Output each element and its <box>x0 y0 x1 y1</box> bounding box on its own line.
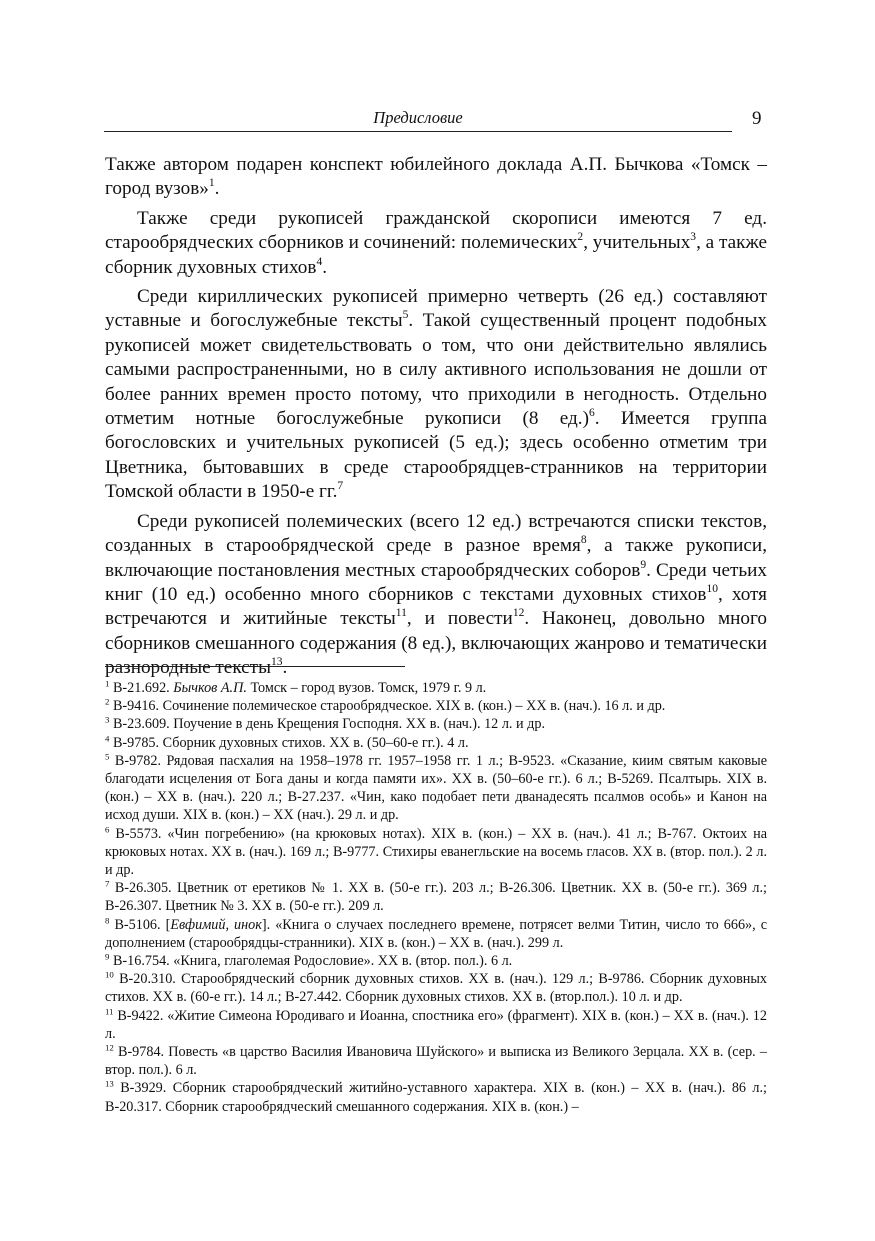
footnote-divider <box>105 666 405 667</box>
main-text <box>105 153 767 681</box>
footnotes <box>105 679 767 1116</box>
text-run: В-26.305. Цветник от еретиков № 1. XX в. (50-е гг.). 203 л.; В-26.306. Цветник. XX в. (50-е гг.). 369 л.; В-26.307. Цветник № 3. XX в. (50-е гг.). 209 л. <box>105 880 767 915</box>
text-run: . <box>214 178 220 200</box>
text-run: . Такой существенный процент подобных рукописей может свидетельствовать о том, что они действительно являлись самыми распространенными, но в силу активного использования не дошли от более ранних времен просто потому, что приходили в негодность. Отдельно отметим нотные богослужебные рукописи (8 ед.) <box>105 310 768 430</box>
footnote-ref[interactable]: 13 <box>270 656 283 669</box>
text-run: В-23.609. Поучение в день Крещения Господня. XX в. (нач.). 12 л. и др. <box>112 716 545 733</box>
text-run: Томск – город вузов. Томск, 1979 г. 9 л. <box>246 680 487 696</box>
text-run: . Наконец, довольно много сборников смешанного содержания (8 ед.), включающих жанрово и тематически разнородные тексты <box>105 608 767 679</box>
footnote <box>105 970 767 1006</box>
running-header <box>104 106 732 132</box>
text-run: Среди кириллических рукописей примерно четверть (26 ед.) составляют уставные и богослужебные тексты <box>105 286 767 332</box>
running-title: Предисловие <box>373 108 463 127</box>
text-run: Также автором подарен конспект юбилейного доклада А.П. Бычкова «Томск – город вузов» <box>105 154 767 200</box>
footnote <box>105 715 767 733</box>
footnote-ref[interactable]: 2 <box>577 231 584 244</box>
text-run: В-5573. «Чин погребению» (на крюковых нотах). XIX в. (кон.) – XX в. (нач.). 41 л.; В-767. Октоих на крюковых нотах. XX в. (нач.). 169 л.; В-9777. Стихиры еванегльские на восемь гласов. XX в. (втор. пол.). 2 л. и др. <box>105 825 768 879</box>
page-number: 9 <box>752 108 762 129</box>
footnote <box>105 734 767 752</box>
footnote-ref[interactable]: 1 <box>208 177 215 190</box>
footnote-number: 4 <box>105 733 110 744</box>
footnote-number: 11 <box>105 1006 114 1017</box>
footnote-number: 9 <box>105 951 110 962</box>
footnote <box>105 1043 767 1079</box>
footnote-ref[interactable]: 7 <box>337 480 344 493</box>
text-run: ]. «Книга о случаех последнего времене, потрясет велми Титин, число то 666», с дополнением (старообрядцы-странники). XIX в. (кон.) – XX в. (нач.). 299 л. <box>105 916 768 951</box>
italic-text: Бычков А.П. <box>173 680 247 696</box>
text-run: Также среди рукописей гражданской скорописи имеются 7 ед. старообрядческих сборников и сочинений: полемических <box>105 207 767 254</box>
footnote-number: 8 <box>105 915 110 926</box>
footnote-ref[interactable]: 12 <box>512 607 525 620</box>
text-run: . <box>282 657 288 679</box>
footnote-number: 10 <box>105 969 114 980</box>
text-run: В-16.754. «Книга, глаголемая Родословие». XX в. (втор. пол.). 6 л. <box>112 953 513 970</box>
footnote <box>105 697 767 715</box>
footnote-number: 6 <box>105 824 110 835</box>
text-run: В-20.310. Старообрядческий сборник духовных стихов. XX в. (нач.). 129 л.; В-9786. Сборник духовных стихов. XX в. (60-е гг.). 14 л.; В-27.442. Сборник духовных стихов. XX в. (втор.пол.). 10 л. и др. <box>105 971 768 1006</box>
footnote-number: 1 <box>105 678 110 689</box>
text-run: В-9782. Рядовая пасхалия на 1958–1978 гг. 1957–1958 гг. 1 л.; В-9523. «Сказание, киим святым каковые благодати исцеления от Бога даны и когда памяти их». XX в. (50–60-е гг.). 6 л.; В-5269. Псалтырь. XIX в. (кон.) – XX в. (нач.). 220 л.; В-27.237. «Чин, како подобает пети дванадесять псалмов особь» и Канон на исход души. XIX в. (кон.) – XX (нач.). 29 л. и др. <box>105 752 767 824</box>
footnote <box>105 1079 767 1115</box>
text-run: , хотя встречаются и житийные тексты <box>105 583 767 630</box>
text-run: , а также сборник духовных стихов <box>105 232 767 278</box>
footnote-number: 7 <box>105 878 110 889</box>
footnote-ref[interactable]: 3 <box>690 231 697 244</box>
footnote <box>105 952 767 970</box>
footnote-ref[interactable]: 5 <box>402 309 409 322</box>
text-run: . <box>322 256 328 278</box>
footnote-ref[interactable]: 10 <box>706 582 718 595</box>
footnote-ref[interactable]: 6 <box>588 407 595 419</box>
text-run: В-21.692. <box>112 680 174 696</box>
footnote-number: 13 <box>105 1079 114 1090</box>
text-run: . Среди четьих книг (10 ед.) особенно много сборников с текстами духовных стихов <box>105 559 767 605</box>
footnote <box>105 916 767 952</box>
text-run: В-9784. Повесть «в царство Василия Ивановича Шуйского» и выписка из Великого Зерцала. XX в. (сер. – втор. пол.). 6 л. <box>105 1044 767 1079</box>
text-run: В-3929. Сборник старообрядческий житийно-уставного характера. XIX в. (кон.) – XX в. (нач.). 86 л.; В-20.317. Сборник старообрядческий смешанного содержания. XIX в. (кон.) – <box>105 1080 767 1115</box>
text-run: В-9422. «Житие Симеона Юродиваго и Иоанна, спостника его» (фрагмент). XIX в. (кон.) – XX в. (нач.). 12 л. <box>105 1007 767 1042</box>
text-run: , и повести <box>406 608 513 630</box>
paragraph <box>105 207 767 280</box>
footnote-number: 5 <box>105 751 110 762</box>
footnote-number: 12 <box>105 1042 114 1053</box>
footnote <box>105 1007 767 1043</box>
footnote <box>105 879 767 915</box>
footnote-ref[interactable]: 9 <box>640 558 647 571</box>
footnote <box>105 679 767 697</box>
text-run: , учительных <box>583 232 691 254</box>
text-run: В-9416. Сочинение полемическое старообрядческое. XIX в. (кон.) – XX в. (нач.). 16 л. и др. <box>112 698 666 715</box>
paragraph <box>105 510 767 681</box>
paragraph <box>105 285 767 505</box>
italic-text: Евфимий, инок <box>170 916 262 933</box>
footnote <box>105 825 767 880</box>
footnote-ref[interactable]: 8 <box>580 534 587 547</box>
text-run: Среди рукописей полемических (всего 12 ед.) встречаются списки текстов, созданных в старообрядческой среде в разное время <box>105 510 767 557</box>
text-run: В-9785. Сборник духовных стихов. XX в. (50–60-е гг.). 4 л. <box>112 734 469 751</box>
footnote-ref[interactable]: 4 <box>316 255 323 268</box>
footnote-number: 2 <box>105 696 110 707</box>
text-run: . Имеется группа богословских и учительных рукописей (5 ед.); здесь особенно отметим три Цветника, бытовавших в среде старообрядцев-странников на территории Томской области в 1950-е гг. <box>105 408 768 503</box>
text-run: , а также рукописи, включающие постановления местных старообрядческих соборов <box>105 535 767 581</box>
paragraph <box>105 153 767 202</box>
footnote <box>105 752 767 825</box>
text-run: В-5106. [ <box>114 916 171 933</box>
footnote-ref[interactable]: 11 <box>395 607 407 620</box>
footnote-number: 3 <box>105 715 110 726</box>
